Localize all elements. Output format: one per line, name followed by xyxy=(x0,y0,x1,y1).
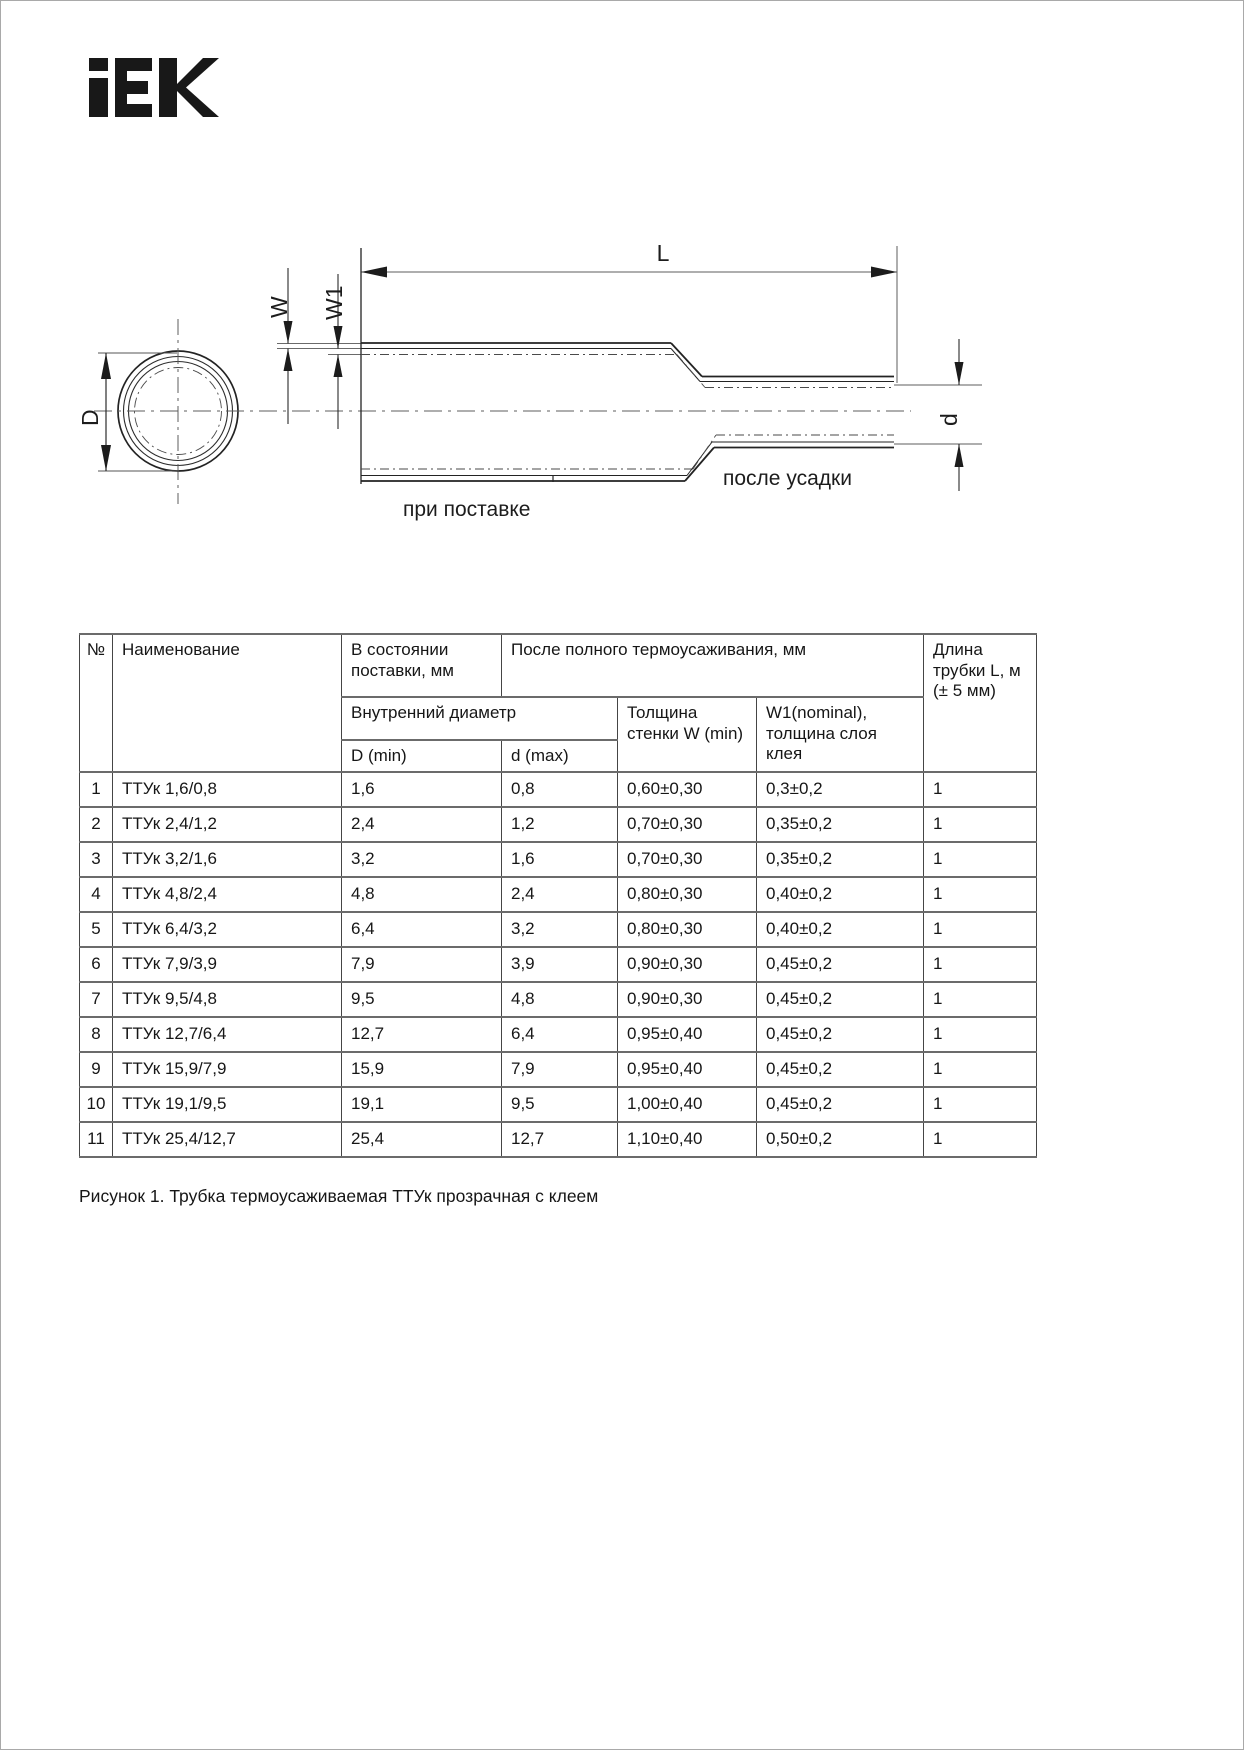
cell-wall: 0,90±0,30 xyxy=(618,982,757,1017)
cell-d-max: 0,8 xyxy=(502,772,618,807)
col-header-num: № xyxy=(80,634,113,772)
col-header-inner-diameter: Внутренний диаметр xyxy=(342,697,618,740)
cell-wall: 0,80±0,30 xyxy=(618,877,757,912)
label-after-shrink: после усадки xyxy=(723,467,852,490)
table-row xyxy=(80,1122,1037,1157)
cell-length: 1 xyxy=(924,877,1037,912)
spec-table xyxy=(79,633,1037,1158)
cell-d-min: 15,9 xyxy=(342,1052,502,1087)
col-header-d-min: D (min) xyxy=(342,740,502,772)
cell-adhesive: 0,40±0,2 xyxy=(757,877,924,912)
cell-d-max: 7,9 xyxy=(502,1052,618,1087)
cell-d-max: 3,2 xyxy=(502,912,618,947)
cell-name: ТТУк 1,6/0,8 xyxy=(113,772,342,807)
tube-supplied-outline xyxy=(361,248,693,484)
cell-num: 9 xyxy=(80,1052,113,1087)
cell-adhesive: 0,35±0,2 xyxy=(757,807,924,842)
table-row xyxy=(80,807,1037,842)
cell-length: 1 xyxy=(924,772,1037,807)
technical-drawing xyxy=(61,201,1001,531)
cell-d-min: 4,8 xyxy=(342,877,502,912)
cell-length: 1 xyxy=(924,982,1037,1017)
cell-length: 1 xyxy=(924,1087,1037,1122)
cell-d-min: 7,9 xyxy=(342,947,502,982)
cell-num: 8 xyxy=(80,1017,113,1052)
cell-name: ТТУк 25,4/12,7 xyxy=(113,1122,342,1157)
cell-d-min: 2,4 xyxy=(342,807,502,842)
cell-d-max: 12,7 xyxy=(502,1122,618,1157)
dim-label-d: d xyxy=(936,413,962,426)
cell-adhesive: 0,3±0,2 xyxy=(757,772,924,807)
cell-length: 1 xyxy=(924,1122,1037,1157)
table-row xyxy=(80,982,1037,1017)
cell-name: ТТУк 19,1/9,5 xyxy=(113,1087,342,1122)
tube-taper xyxy=(671,343,716,481)
cell-wall: 0,80±0,30 xyxy=(618,912,757,947)
cell-adhesive: 0,45±0,2 xyxy=(757,1052,924,1087)
cell-adhesive: 0,40±0,2 xyxy=(757,912,924,947)
cell-num: 3 xyxy=(80,842,113,877)
col-header-length: Длина трубки L, м (± 5 мм) xyxy=(924,634,1037,772)
cell-d-max: 1,2 xyxy=(502,807,618,842)
cell-name: ТТУк 15,9/7,9 xyxy=(113,1052,342,1087)
cell-wall: 1,10±0,40 xyxy=(618,1122,757,1157)
cell-wall: 0,70±0,30 xyxy=(618,807,757,842)
cell-length: 1 xyxy=(924,1052,1037,1087)
cell-d-min: 1,6 xyxy=(342,772,502,807)
table-row xyxy=(80,772,1037,807)
cell-wall: 0,90±0,30 xyxy=(618,947,757,982)
iek-logo-glyphs xyxy=(89,58,219,117)
cell-adhesive: 0,45±0,2 xyxy=(757,982,924,1017)
cell-name: ТТУк 7,9/3,9 xyxy=(113,947,342,982)
cell-length: 1 xyxy=(924,1017,1037,1052)
cell-d-min: 19,1 xyxy=(342,1087,502,1122)
dim-label-W1: W1 xyxy=(321,285,347,320)
cell-name: ТТУк 12,7/6,4 xyxy=(113,1017,342,1052)
cell-name: ТТУк 3,2/1,6 xyxy=(113,842,342,877)
cell-wall: 0,95±0,40 xyxy=(618,1017,757,1052)
cell-num: 11 xyxy=(80,1122,113,1157)
dimension-W xyxy=(277,268,361,424)
dim-label-L: L xyxy=(656,240,670,266)
cell-num: 4 xyxy=(80,877,113,912)
dimension-L xyxy=(361,246,897,383)
cell-wall: 0,95±0,40 xyxy=(618,1052,757,1087)
cell-num: 7 xyxy=(80,982,113,1017)
cell-d-max: 3,9 xyxy=(502,947,618,982)
table-row xyxy=(80,877,1037,912)
cell-d-min: 3,2 xyxy=(342,842,502,877)
cell-wall: 0,70±0,30 xyxy=(618,842,757,877)
cell-adhesive: 0,35±0,2 xyxy=(757,842,924,877)
dim-label-D: D xyxy=(77,409,103,426)
col-header-name: Наименование xyxy=(113,634,342,772)
cell-d-max: 9,5 xyxy=(502,1087,618,1122)
cell-wall: 0,60±0,30 xyxy=(618,772,757,807)
cell-name: ТТУк 6,4/3,2 xyxy=(113,912,342,947)
cell-d-max: 1,6 xyxy=(502,842,618,877)
cell-num: 1 xyxy=(80,772,113,807)
cell-num: 2 xyxy=(80,807,113,842)
cell-d-min: 9,5 xyxy=(342,982,502,1017)
cell-length: 1 xyxy=(924,947,1037,982)
cell-num: 6 xyxy=(80,947,113,982)
cell-d-min: 25,4 xyxy=(342,1122,502,1157)
col-header-after-shrink: После полного термоусаживания, мм xyxy=(502,634,924,697)
col-header-supplied: В состоянии поставки, мм xyxy=(342,634,502,697)
spec-table-body xyxy=(80,772,1037,1157)
cell-name: ТТУк 2,4/1,2 xyxy=(113,807,342,842)
table-row xyxy=(80,1052,1037,1087)
col-header-adhesive: W1(nominal), толщина слоя клея xyxy=(757,697,924,772)
cell-length: 1 xyxy=(924,842,1037,877)
cell-adhesive: 0,50±0,2 xyxy=(757,1122,924,1157)
table-row xyxy=(80,947,1037,982)
cell-d-max: 2,4 xyxy=(502,877,618,912)
dimension-D xyxy=(98,353,177,471)
table-row xyxy=(80,912,1037,947)
cell-length: 1 xyxy=(924,807,1037,842)
table-row xyxy=(80,842,1037,877)
cell-num: 5 xyxy=(80,912,113,947)
tube-shrunk-outline xyxy=(700,377,894,448)
col-header-d-max: d (max) xyxy=(502,740,618,772)
iek-logo xyxy=(89,58,219,117)
cell-length: 1 xyxy=(924,912,1037,947)
dim-label-W: W xyxy=(266,296,292,318)
cell-name: ТТУк 4,8/2,4 xyxy=(113,877,342,912)
cell-adhesive: 0,45±0,2 xyxy=(757,947,924,982)
cell-d-min: 6,4 xyxy=(342,912,502,947)
table-row xyxy=(80,1087,1037,1122)
cell-d-max: 4,8 xyxy=(502,982,618,1017)
cell-adhesive: 0,45±0,2 xyxy=(757,1087,924,1122)
cell-wall: 1,00±0,40 xyxy=(618,1087,757,1122)
cell-name: ТТУк 9,5/4,8 xyxy=(113,982,342,1017)
col-header-wall: Толщина стенки W (min) xyxy=(618,697,757,772)
cell-d-min: 12,7 xyxy=(342,1017,502,1052)
cell-adhesive: 0,45±0,2 xyxy=(757,1017,924,1052)
figure-caption: Рисунок 1. Трубка термоусаживаемая ТТУк прозрачная с клеем xyxy=(79,1186,599,1206)
cell-d-max: 6,4 xyxy=(502,1017,618,1052)
spec-table-header xyxy=(80,634,1037,772)
cell-num: 10 xyxy=(80,1087,113,1122)
label-as-supplied: при поставке xyxy=(403,498,531,521)
table-row xyxy=(80,1017,1037,1052)
